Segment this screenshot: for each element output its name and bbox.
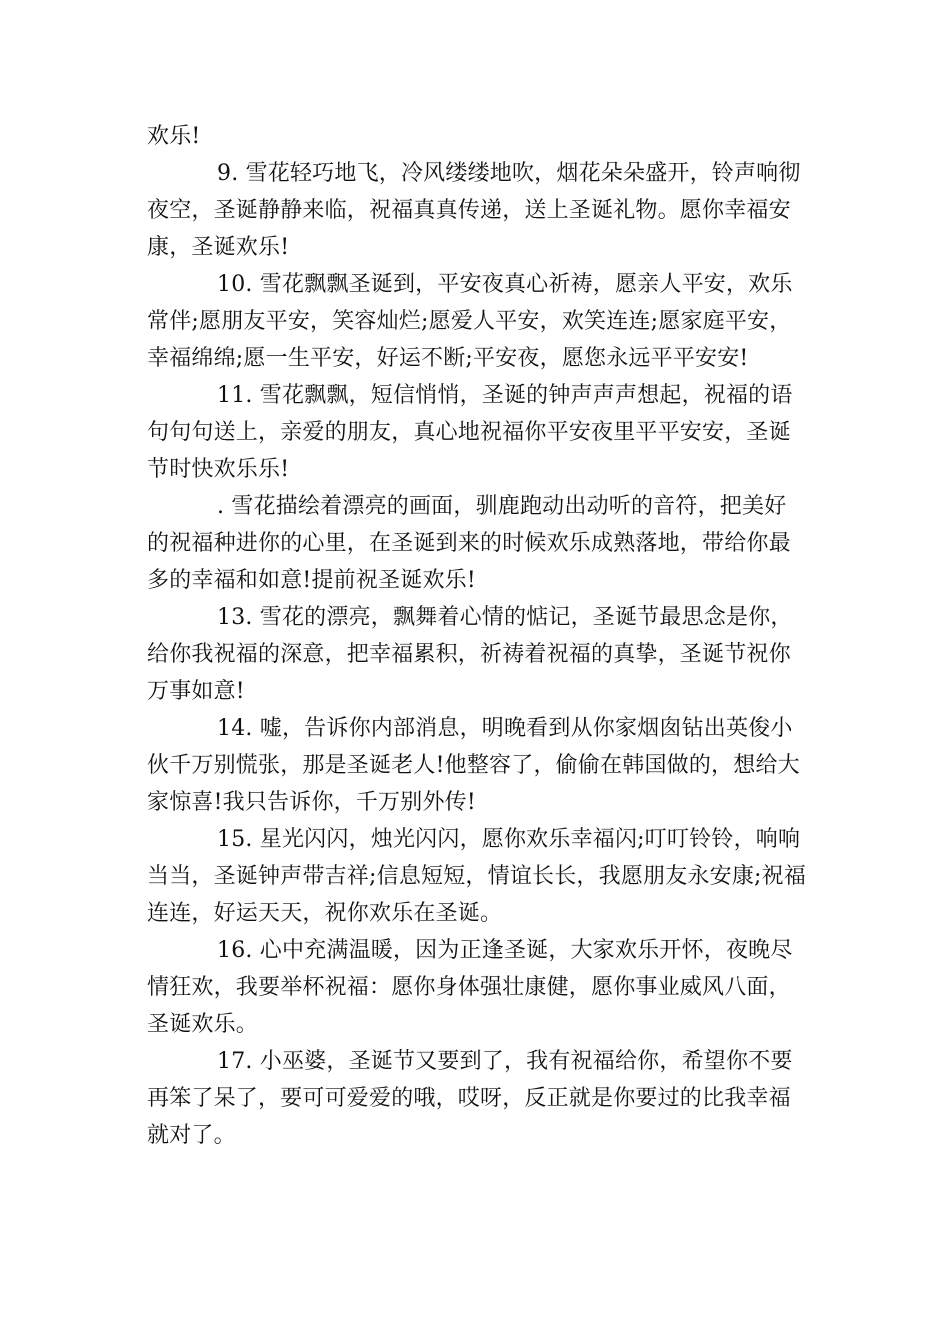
paragraph-10: 10. 雪花飘飘圣诞到，平安夜真心祈祷，愿亲人平安，欢乐常伴;愿朋友平安，笑容灿烂;愿爱人平安，欢笑连连;愿家庭平安，幸福绵绵;愿一生平安，好运不断;平安夜，愿您永远平平安安! <box>147 272 793 371</box>
paragraph-13: 13. 雪花的漂亮，飘舞着心情的惦记，圣诞节最思念是你，给你我祝福的深意，把幸福累积，祈祷着祝福的真挚，圣诞节祝你万事如意! <box>147 605 793 704</box>
paragraph-continuation: 欢乐! <box>147 124 201 149</box>
paragraph-17: 17. 小巫婆，圣诞节又要到了，我有祝福给你，希望你不要再笨了呆了，要可可爱爱的哦，哎呀，反正就是你要过的比我幸福就对了。 <box>147 1049 793 1148</box>
paragraph-14: 14. 嘘，告诉你内部消息，明晚看到从你家烟囱钻出英俊小伙千万别慌张，那是圣诞老人!他整容了，偷偷在韩国做的，想给大家惊喜!我只告诉你，千万别外传! <box>147 716 800 815</box>
paragraph-11: 11. 雪花飘飘，短信悄悄，圣诞的钟声声声想起，祝福的语句句句送上，亲爱的朋友，真心地祝福你平安夜里平平安安，圣诞节时快欢乐乐! <box>147 383 793 482</box>
paragraph-9: 9. 雪花轻巧地飞，冷风缕缕地吹，烟花朵朵盛开，铃声响彻夜空，圣诞静静来临，祝福真真传递，送上圣诞礼物。愿你幸福安康，圣诞欢乐! <box>147 161 801 260</box>
document-body <box>147 118 807 1154</box>
paragraph-15: 15. 星光闪闪，烛光闪闪，愿你欢乐幸福闪;叮叮铃铃，响响当当，圣诞钟声带吉祥;信息短短，情谊长长，我愿朋友永安康;祝福连连，好运天天，祝你欢乐在圣诞。 <box>147 827 807 926</box>
paragraph-16: 16. 心中充满温暖，因为正逢圣诞，大家欢乐开怀，夜晚尽情狂欢，我要举杯祝福：愿你身体强壮康健，愿你事业威风八面，圣诞欢乐。 <box>147 938 793 1037</box>
paragraph-12: . 雪花描绘着漂亮的画面，驯鹿跑动出动听的音符，把美好的祝福种进你的心里，在圣诞到来的时候欢乐成熟落地，带给你最多的幸福和如意!提前祝圣诞欢乐! <box>147 494 791 593</box>
